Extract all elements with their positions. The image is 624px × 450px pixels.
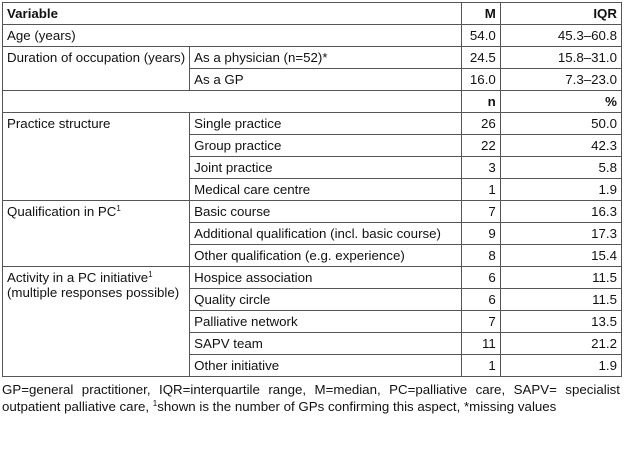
age-iqr: 45.3–60.8 — [500, 25, 621, 47]
row-label: Single practice — [190, 113, 461, 135]
practice-label: Practice structure — [3, 113, 190, 201]
row-n: 7 — [461, 311, 500, 333]
header-variable: Variable — [3, 3, 462, 25]
qualification-label-text: Qualification in PC — [7, 204, 117, 219]
row-label: Basic course — [190, 201, 461, 223]
row-n: 11 — [461, 333, 500, 355]
row-pct: 50.0 — [500, 113, 621, 135]
table-header-row — [3, 3, 622, 25]
age-m: 54.0 — [461, 25, 500, 47]
row-pct: 11.5 — [500, 289, 621, 311]
table-row — [3, 201, 622, 223]
qualification-label — [3, 201, 190, 267]
row-n: 9 — [461, 223, 500, 245]
subheader-row — [3, 91, 622, 113]
row-label: Other qualification (e.g. experience) — [190, 245, 461, 267]
row-pct: 42.3 — [500, 135, 621, 157]
footnote-marker: 1 — [148, 270, 153, 279]
row-label: Group practice — [190, 135, 461, 157]
row-label: Palliative network — [190, 311, 461, 333]
row-pct: 13.5 — [500, 311, 621, 333]
row-pct: 1.9 — [500, 179, 621, 201]
footnote-abbreviations: GP=general practitioner, IQR=interquartile range, M=median, PC=palliative care, SAPV= specialist outpatient palliative care, — [2, 382, 620, 414]
row-pct: 15.4 — [500, 245, 621, 267]
header-m: M — [461, 3, 500, 25]
row-pct: 21.2 — [500, 333, 621, 355]
table-row — [3, 267, 622, 289]
footnote-notes: shown is the number of GPs confirming this aspect, *missing values — [157, 399, 557, 414]
row-label: As a physician (n=52)* — [190, 47, 461, 69]
table-row — [3, 47, 622, 69]
row-label: Additional qualification (incl. basic course) — [190, 223, 461, 245]
row-label: Quality circle — [190, 289, 461, 311]
row-label: Medical care centre — [190, 179, 461, 201]
age-label: Age (years) — [3, 25, 462, 47]
row-pct: 1.9 — [500, 355, 621, 377]
row-n: 6 — [461, 289, 500, 311]
activity-label — [3, 267, 190, 377]
subheader-blank — [3, 91, 462, 113]
row-n: 1 — [461, 355, 500, 377]
row-n: 8 — [461, 245, 500, 267]
row-iqr: 7.3–23.0 — [500, 69, 621, 91]
row-label: Other initiative — [190, 355, 461, 377]
subheader-pct: % — [500, 91, 621, 113]
activity-label-note: (multiple responses possible) — [7, 285, 180, 300]
footnote-marker: 1 — [152, 399, 158, 408]
duration-label: Duration of occupation (years) — [3, 47, 190, 91]
row-label: SAPV team — [190, 333, 461, 355]
row-pct: 16.3 — [500, 201, 621, 223]
table-footnote — [2, 381, 620, 415]
characteristics-table — [2, 2, 622, 377]
row-n: 6 — [461, 267, 500, 289]
row-n: 1 — [461, 179, 500, 201]
row-n: 26 — [461, 113, 500, 135]
table-row — [3, 25, 622, 47]
row-n: 22 — [461, 135, 500, 157]
row-pct: 11.5 — [500, 267, 621, 289]
row-m: 16.0 — [461, 69, 500, 91]
row-pct: 5.8 — [500, 157, 621, 179]
row-m: 24.5 — [461, 47, 500, 69]
footnote-marker: 1 — [116, 204, 121, 213]
row-label: Joint practice — [190, 157, 461, 179]
row-label: As a GP — [190, 69, 461, 91]
table-row — [3, 113, 622, 135]
row-iqr: 15.8–31.0 — [500, 47, 621, 69]
row-label: Hospice association — [190, 267, 461, 289]
subheader-n: n — [461, 91, 500, 113]
activity-label-text: Activity in a PC initiative — [7, 270, 149, 285]
row-pct: 17.3 — [500, 223, 621, 245]
row-n: 7 — [461, 201, 500, 223]
header-iqr: IQR — [500, 3, 621, 25]
row-n: 3 — [461, 157, 500, 179]
